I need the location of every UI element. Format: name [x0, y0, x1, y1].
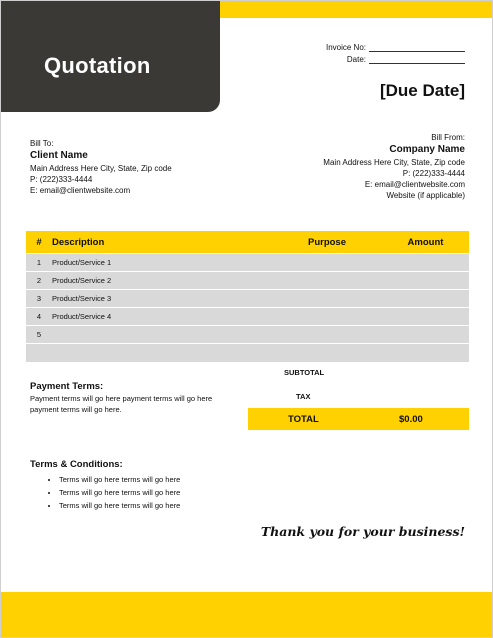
client-email: E: email@clientwebsite.com — [30, 186, 131, 195]
payment-terms — [30, 380, 240, 415]
company-website: Website (if applicable) — [386, 191, 465, 200]
subtotal-label: SUBTOTAL — [284, 368, 325, 377]
list-item: • Terms will go here terms will go here — [59, 486, 180, 499]
bill-from-block — [323, 132, 465, 201]
row-description: Product/Service 1 — [52, 258, 112, 267]
total-value: $0.00 — [399, 414, 423, 425]
invoice-number-field[interactable] — [369, 43, 465, 52]
bill-to-block — [30, 138, 172, 196]
client-name: Client Name — [30, 150, 88, 161]
date-field[interactable] — [369, 55, 465, 64]
row-num: 4 — [36, 312, 42, 321]
row-description: Product/Service 4 — [52, 312, 112, 321]
thank-you-note: Thank you for your business! — [260, 524, 465, 539]
payment-terms-text: Payment terms will go here payment terms will go here payment terms will go here. — [30, 394, 213, 414]
bill-to-label: Bill To: — [30, 139, 54, 148]
table-row — [26, 254, 469, 271]
date-row — [347, 55, 465, 64]
table-row — [26, 308, 469, 325]
page-title: Quotation — [44, 53, 151, 78]
total-label: TOTAL — [288, 414, 319, 425]
terms-and-conditions — [30, 458, 180, 512]
table-header — [26, 231, 469, 253]
row-num: 5 — [36, 330, 42, 339]
row-description: Product/Service 2 — [52, 276, 112, 285]
tax-label: TAX — [296, 392, 311, 401]
bottom-accent-bar — [1, 592, 492, 637]
list-item: • Terms will go here terms will go here — [59, 499, 180, 512]
row-num: 3 — [36, 294, 42, 303]
header-purpose: Purpose — [307, 236, 346, 248]
row-num: 1 — [36, 258, 42, 267]
header-description: Description — [52, 236, 105, 248]
table-row — [26, 326, 469, 343]
invoice-number-row — [326, 43, 465, 52]
header-amount: Amount — [407, 236, 444, 248]
items-table — [26, 231, 469, 362]
client-phone: P: (222)333-4444 — [30, 175, 93, 184]
header-num: # — [36, 236, 42, 248]
bill-from-label: Bill From: — [431, 133, 465, 142]
company-name: Company Name — [389, 144, 465, 155]
terms-heading: Terms & Conditions: — [30, 459, 123, 470]
row-num: 2 — [36, 276, 42, 285]
payment-terms-heading: Payment Terms: — [30, 381, 104, 392]
top-accent-bar — [219, 1, 492, 18]
table-row — [26, 344, 469, 362]
row-description: Product/Service 3 — [52, 294, 112, 303]
table-row — [26, 290, 469, 307]
terms-list — [30, 473, 180, 512]
table-row — [26, 272, 469, 289]
due-date: [Due Date] — [379, 81, 465, 100]
company-address: Main Address Here City, State, Zip code — [323, 158, 465, 167]
invoice-number-label: Invoice No: — [325, 43, 366, 52]
header-block — [1, 1, 220, 112]
company-phone: P: (222)333-4444 — [402, 169, 465, 178]
list-item: • Terms will go here terms will go here — [59, 473, 180, 486]
date-label: Date: — [346, 55, 366, 64]
client-address: Main Address Here City, State, Zip code — [30, 164, 172, 173]
total-box — [248, 408, 469, 430]
company-email: E: email@clientwebsite.com — [364, 180, 465, 189]
